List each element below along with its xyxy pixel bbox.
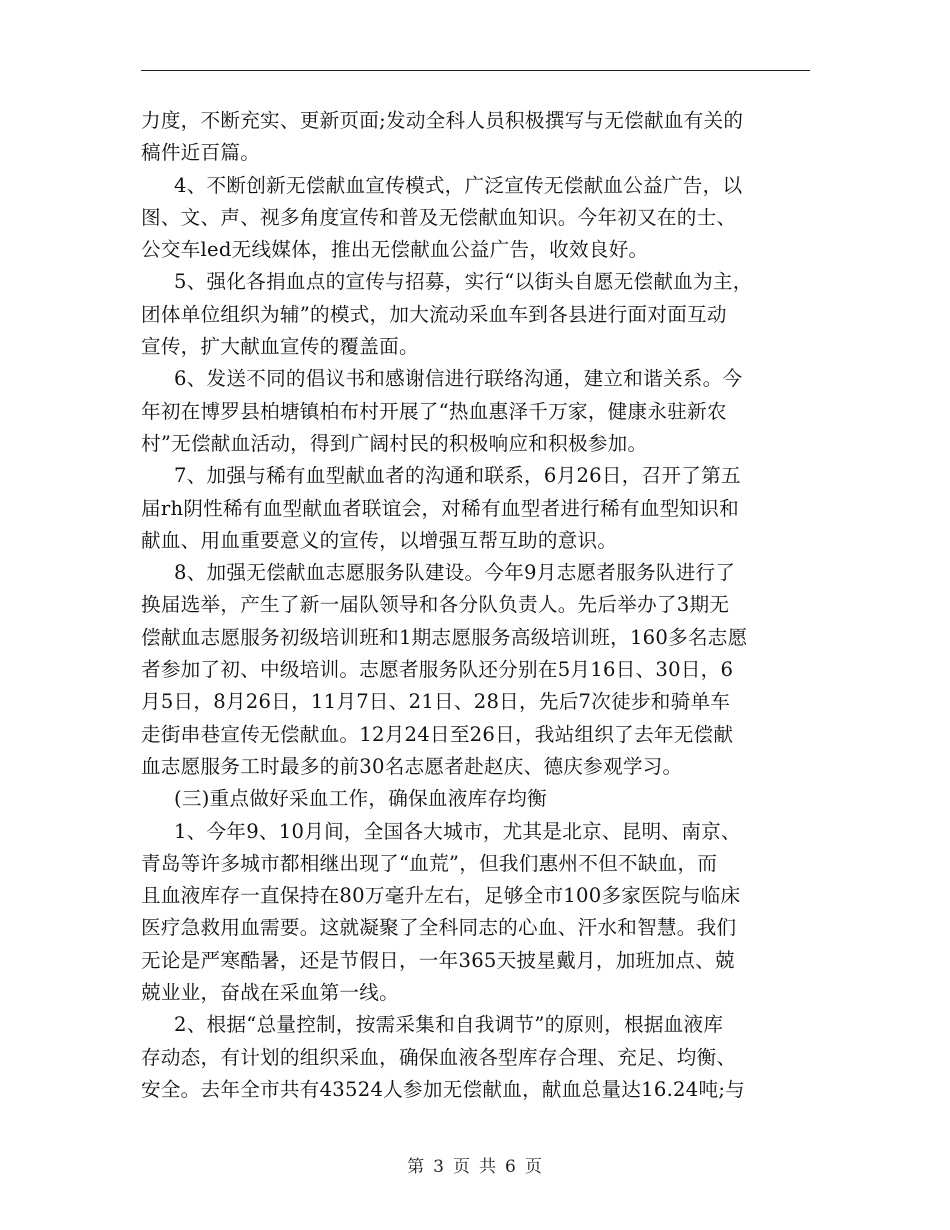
text-line: 7、加强与稀有血型献血者的沟通和联系，6月26日，召开了第五	[174, 464, 741, 488]
footer-label-ye: 页	[453, 1157, 471, 1177]
text-line: 安全。去年全市共有43524人参加无偿献血，献血总量达16.24吨;与	[141, 1077, 746, 1101]
text-line: 医疗急救用血需要。这就凝聚了全科同志的心血、汗水和智慧。我们	[141, 916, 737, 940]
text-line: 4、不断创新无偿献血宣传模式，广泛宣传无偿献血公益广告，以	[174, 173, 743, 197]
text-line: 年初在博罗县柏塘镇柏布村开展了“热血惠泽千万家，健康永驻新农	[141, 399, 727, 423]
text-line: 月5日，8月26日，11月7日、21日、28日，先后7次徒步和骑单车	[141, 690, 731, 714]
text-line: 团体单位组织为辅”的模式，加大流动采血车到各县进行面对面互动	[141, 302, 727, 326]
text-line: 无论是严寒酷暑，还是节假日，一年365天披星戴月，加班加点、兢	[141, 948, 735, 972]
footer-total-pages: 6	[505, 1157, 517, 1177]
text-line: 村”无偿献血活动，得到广阔村民的积极响应和积极参加。	[141, 431, 648, 455]
text-line: 届rh阴性稀有血型献血者联谊会，对稀有血型者进行稀有血型知识和	[141, 496, 739, 520]
text-line: 且血液库存一直保持在80万毫升左右，足够全市100多家医院与临床	[141, 884, 741, 908]
text-line: 6、发送不同的倡议书和感谢信进行联络沟通，建立和谐关系。今	[174, 367, 743, 391]
text-line: 宣传，扩大献血宣传的覆盖面。	[141, 335, 419, 359]
page-footer	[0, 1152, 950, 1177]
text-line: 换届选举，产生了新一届队领导和各分队负责人。先后举办了3期无	[141, 593, 730, 617]
text-line: 公交车led无线媒体，推出无偿献血公益广告，收效良好。	[141, 238, 649, 262]
header-rule	[141, 70, 810, 71]
text-line: 1、今年9、10月间，全国各大城市，尤其是北京、昆明、南京、	[174, 819, 741, 843]
footer-current-page: 3	[433, 1157, 445, 1177]
text-line: 血志愿服务工时最多的前30名志愿者赴赵庆、德庆参观学习。	[141, 754, 683, 778]
text-line: 献血、用血重要意义的宣传，以增强互帮互助的意识。	[141, 528, 618, 552]
text-line: 走街串巷宣传无偿献血。12月24日至26日，我站组织了去年无偿献	[141, 722, 734, 746]
text-line: 力度，不断充实、更新页面;发动全科人员积极撰写与无偿献血有关的	[141, 109, 744, 132]
text-line: 5、强化各捐血点的宣传与招募，实行“以街头自愿无偿献血为主，	[174, 270, 753, 294]
footer-label-di: 第	[407, 1157, 426, 1177]
text-line: (三)重点做好采血工作，确保血液库存均衡	[174, 787, 547, 811]
text-line: 图、文、声、视多角度宣传和普及无偿献血知识。今年初又在的士、	[141, 205, 737, 229]
text-line: 稿件近百篇。	[141, 141, 261, 165]
text-line: 青岛等许多城市都相继出现了“血荒”，但我们惠州不但不缺血，而	[141, 851, 718, 875]
text-line: 偿献血志愿服务初级培训班和1期志愿服务高级培训班，160多名志愿	[141, 625, 748, 649]
footer-label-ye2: 页	[524, 1157, 543, 1177]
text-line: 存动态，有计划的组织采血，确保血液各型库存合理、充足、均衡、	[141, 1045, 737, 1069]
footer-label-gong: 共	[479, 1157, 497, 1177]
text-line: 者参加了初、中级培训。志愿者服务队还分别在5月16日、30日，6	[141, 658, 734, 682]
text-line: 兢业业，奋战在采血第一线。	[141, 981, 399, 1005]
text-line: 2、根据“总量控制，按需采集和自我调节”的原则，根据血液库	[174, 1013, 724, 1037]
text-line: 8、加强无偿献血志愿服务队建设。今年9月志愿者服务队进行了	[174, 561, 736, 585]
document-body	[141, 105, 813, 1106]
